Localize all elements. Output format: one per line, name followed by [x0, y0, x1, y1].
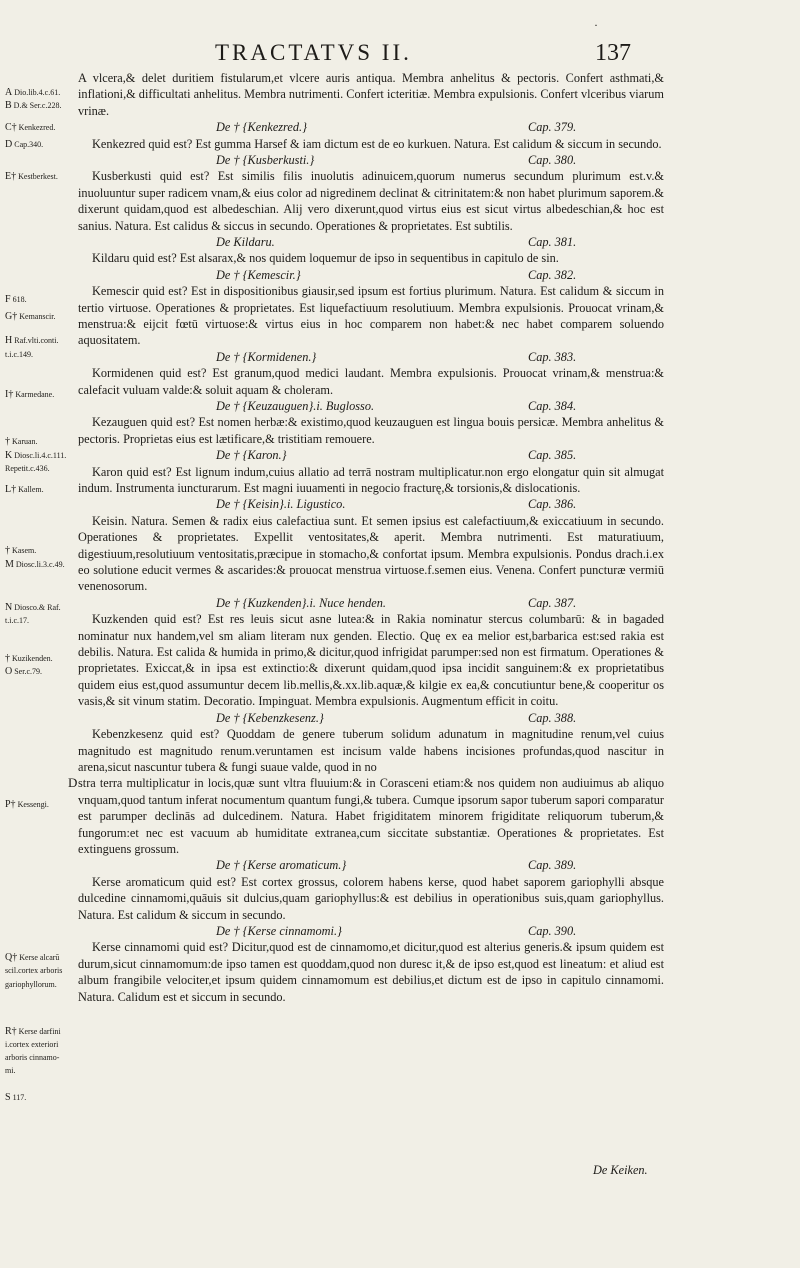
margin-note-text: Kestberkest. [18, 172, 58, 181]
margin-note-text: scil.cortex arboris [5, 966, 63, 975]
chapter-number: Cap. 390. [528, 923, 577, 938]
margin-note-letter: P† [5, 799, 16, 810]
margin-note-text: Repetit.c.436. [5, 464, 50, 473]
margin-note [5, 800, 75, 809]
margin-note [5, 980, 75, 989]
main-text [68, 70, 664, 1005]
margin-note-text: i.cortex exteriori [5, 1040, 59, 1049]
chapter-title: De † {Kemescir.} [216, 267, 301, 282]
chapter-heading [78, 595, 664, 611]
margin-note-text: Kenkezred. [18, 123, 56, 132]
margin-note-text: Kasem. [12, 546, 37, 555]
chapter-number: Cap. 387. [528, 595, 577, 610]
margin-note-text: arboris cinnamo- [5, 1053, 60, 1062]
chapter-number: Cap. 388. [528, 710, 577, 725]
margin-note-text: Raf.vlti.conti. [14, 336, 59, 345]
chapter-title: De † {Kusberkusti.} [216, 153, 315, 168]
margin-note [5, 312, 75, 321]
paragraph: A vlcera,& delet duritiem fistularum,et vlcere auris antiqua. Membra anhelitus & pectoris. Confert asthmati,& inflationi,& difficultati anhelitus. Membra nutrimenti. Confert icteritiæ. Membra expulsionis. Confert vlceribus viarum vrinæ. [78, 71, 664, 118]
chapter-heading [78, 710, 664, 726]
margin-note-text: D.& Ser.c.228. [13, 101, 62, 110]
chapter-number: Cap. 379. [528, 120, 577, 135]
chapter-heading [78, 234, 664, 250]
paragraph: Kormidenen quid est? Est granum,quod medici laudant. Membra expulsionis. Prouocat vrinam,& menstrua:& calefacit vuluam valde:& soluit aquam & choleram. [78, 366, 664, 397]
margin-note-letter: M [5, 559, 14, 570]
page-number: 137 [595, 40, 631, 66]
paragraph: Kezauguen quid est? Est nomen herbæ:& existimo,quod keuzauguen est lingua bouis persicæ. Membra anhelitus & pectoris. Proprietas eius est lætificare,& tristitiam remouere. [78, 415, 664, 446]
running-head: TRACTATVS II. [215, 40, 412, 65]
chapter-number: Cap. 385. [528, 448, 577, 463]
paragraph: Kemescir quid est? Est in dispositionibus giausir,sed ipsum est fortius plurimum. Natura. Est calidum & siccum in tertio virtuose. Operationes & proprietates. Est liquefactiuum resolutiuum. Membra expulsionis. Prouocat vrinam,& menstrua:& eijcit fœtū virtuose:& virtus eius in hoc comparem non habet:& nec habet comparem soluendo aquositatem. [78, 284, 664, 348]
margin-note-text: Kuzikenden. [12, 654, 53, 663]
margin-note-text: gariophyllorum. [5, 980, 57, 989]
chapter-number: Cap. 382. [528, 267, 577, 282]
paragraph: Kenkezred quid est? Est gumma Harsef & iam dictum est de eo kurkuen. Natura. Est calidum & siccum in secundo. [92, 136, 662, 151]
margin-note-text: Kessengi. [17, 800, 49, 809]
margin-note-text: Kerse darfini [18, 1027, 61, 1036]
margin-note-text: Karmedane. [15, 390, 55, 399]
margin-note [5, 464, 75, 473]
margin-note-letter: R† [5, 1026, 17, 1037]
margin-note-text: Kerse alcarū [19, 953, 60, 962]
paragraph-text: stra terra multiplicatur in locis,quæ sunt vltra fluuium:& in Corasceni etiam:& nos quidem non audiuimus ab aliquo vnquam,quod tantum inferat nocumentum quantum fungi,& tubera. Cumque ipsorum sapor tuberum sapori comparatur est parumper declinās ad dulcedinem. Natura. Habet frigiditatem minorem frigiditate reliquorum tuberum,& fungorum:et nec est vacuum ab humiditate extranea,cum siccitate substantiæ. Operationes & proprietates. Est extinguens grossum. [78, 776, 664, 856]
margin-note-letter: D [5, 139, 13, 150]
margin-note-letter: I† [5, 389, 14, 400]
catchword: De Keiken. [593, 1163, 648, 1177]
paragraph [68, 775, 664, 857]
margin-note-text: t.i.c.149. [5, 350, 33, 359]
chapter-number: Cap. 386. [528, 497, 577, 512]
chapter-number: Cap. 381. [528, 235, 577, 250]
margin-note-text: Kallem. [18, 485, 44, 494]
chapter-heading [78, 447, 664, 463]
margin-note [5, 953, 75, 962]
margin-note-letter: L† [5, 484, 17, 495]
margin-note [5, 390, 75, 399]
margin-note [5, 1040, 75, 1049]
margin-note [5, 667, 75, 676]
margin-note-letter: Q† [5, 952, 18, 963]
chapter-title: De † {Kebenzkesenz.} [216, 710, 324, 725]
margin-note-letter: C† [5, 122, 17, 133]
chapter-title: De † {Kormidenen.} [216, 349, 317, 364]
chapter-heading [78, 923, 664, 939]
margin-note-text: Kemanscir. [19, 312, 56, 321]
chapter-number: Cap. 383. [528, 349, 577, 364]
chapter-heading [78, 119, 664, 135]
margin-note-letter: O [5, 666, 13, 677]
chapter-title: De † {Kerse cinnamomi.} [216, 923, 342, 938]
margin-note-letter: E† [5, 171, 17, 182]
margin-note [5, 172, 75, 181]
margin-note [5, 603, 75, 612]
paragraph: Kerse cinnamomi quid est? Dicitur,quod est de cinnamomo,et dicitur,quod est alterius generis.& ipsum quidem est durum,sicut cinnamomum:de ipso tamen est quoddam,quod non duresc it,& de ipso est,quod est lineatum: et aliud est album frangibile velociter,et ipsum quidem cinnamomum est debilius,et dictum est de ipso in capitulo cinnamomi. Natura. Calidum est et siccum in secundo. [78, 940, 664, 1004]
chapter-number: Cap. 389. [528, 858, 577, 873]
chapter-title: De † {Keisin}.i. Ligustico. [216, 497, 346, 512]
margin-note-letter: K [5, 450, 13, 461]
margin-note-text: 117. [12, 1093, 27, 1102]
margin-note [5, 654, 75, 663]
paragraph: Kerse aromaticum quid est? Est cortex grossus, colorem habens kerse, quod habet saporem gariophylli absque dulcedine cinnamomi,quāuis sit dulcius,quam gariophyllus:& est debilius in operationibus suis,quam gariophyllus. Natura. Est calidum & siccum in secundo. [78, 874, 664, 922]
margin-note [5, 1093, 75, 1102]
paragraph: Kebenzkesenz quid est? Quoddam de genere tuberum solidum adunatum in magnitudine renum,vel cuius magnitudo est magnitudo renum.veruntamen est incisum valde habens incisiones profundas,quod nascitur in arena,sicut nascuntur tubera & fungi suaue valde, quod in no [78, 727, 664, 774]
margin-note-letter: F [5, 294, 11, 305]
margin-note-letter: S [5, 1092, 11, 1103]
margin-note [5, 437, 75, 446]
paragraph: Karon quid est? Est lignum indum,cuius allatio ad terrā nostram multiplicatur.non ergo elongatur quin sit almugat indum. Instrumenta iuncturarum. Est magni iuuamenti in negocio fracturę,& torsionis,& dislocationis. [78, 464, 664, 496]
chapter-heading [78, 857, 664, 873]
chapter-title: De † {Karon.} [216, 448, 287, 463]
margin-note-text: mi. [5, 1066, 16, 1075]
paragraph: Kusberkusti quid est? Est similis filis inuolutis adinuicem,quorum numerus secundum plurimum est.v.& inuoluuntur super radicem vnam,& eius color ad nigredinem declinat & citrinitatem:& non habet plurimum saporem.& dixerunt quidam,quod est albedeschian. Alij vero dixerunt,quod virtus eius est sicut virtus albedeschian,& hoc est sanius. Natura. Est calidus & siccus in secundo. Operationes & proprietates. Est subtilis. [78, 169, 664, 233]
chapter-number: Cap. 384. [528, 399, 577, 414]
margin-note-text: Diosc.li.3.c.49. [15, 560, 65, 569]
margin-note [5, 295, 75, 304]
paragraph: Kuzkenden quid est? Est res leuis sicut asne lutea:& in Rakia nominatur stercus columbarū: & in bagaded nominatur nux handem,vel sm aliam literam nux genden. Electio. Quę ex ea melior est,barbarica est:sed rakia est debilis. Natura. Est calida & humida in primo,& dicitur,quod infrigidat parumper:sed non est firmatum. Operationes & proprietates. Exiccat,& in ipsa est extinctio:& dixerunt quidam,quod ipsa incidit sanguinem:& ex proprietatibus quidem eius est,quod assumuntur decem lib.mellis,&.xx.lib.aquæ,& kilgie ex ea,& concutiuntur bene,& cooperitur os vasis,& sit vinum statim. Decoratio. Impinguat. Membra expulsionis. Augmentum efficit in coitu. [78, 612, 664, 709]
chapter-title: De † {Keuzauguen}.i. Buglosso. [216, 399, 375, 414]
margin-note-text: Diosc.li.4.c.111. [14, 451, 67, 460]
margin-note-letter: † [5, 436, 10, 447]
margin-note-letter: A [5, 87, 13, 98]
margin-note [5, 101, 75, 110]
chapter-heading [78, 152, 664, 168]
margin-note [5, 485, 75, 494]
margin-note [5, 546, 75, 555]
margin-note [5, 350, 75, 359]
margin-note-letter: † [5, 545, 10, 556]
margin-note-text: Karuan. [12, 437, 38, 446]
margin-note [5, 140, 75, 149]
chapter-title: De Kildaru. [216, 235, 275, 250]
margin-note [5, 560, 75, 569]
margin-note-text: Cap.340. [14, 140, 44, 149]
chapter-heading [78, 349, 664, 365]
margin-note-letter: † [5, 653, 10, 664]
margin-note [5, 1053, 75, 1062]
margin-note-letter: N [5, 602, 13, 613]
margin-note [5, 616, 75, 625]
chapter-number: Cap. 380. [528, 153, 577, 168]
margin-note-text: 618. [12, 295, 27, 304]
margin-note-text: t.i.c.17. [5, 616, 29, 625]
margin-note-letter: H [5, 335, 13, 346]
section-letter: D [68, 775, 78, 791]
margin-note-letter: G† [5, 311, 18, 322]
margin-note [5, 1066, 75, 1075]
margin-note-letter: B [5, 100, 12, 111]
paragraph: Kildaru quid est? Est alsarax,& nos quidem loquemur de ipso in sequentibus in capitulo de sin. [92, 251, 559, 266]
margin-note-text: Ser.c.79. [14, 667, 43, 676]
chapter-title: De † {Kerse aromaticum.} [216, 858, 347, 873]
margin-note [5, 966, 75, 975]
margin-note [5, 123, 75, 132]
chapter-heading [78, 267, 664, 283]
paragraph: Keisin. Natura. Semen & radix eius calefactiua sunt. Et semen ipsius est calefactiuum,& exiccatiuum in secundo. Operationes & proprietates. Expellit ventositates,& aperit. Membra nutrimenti. Est maturatiuum, digestiuum,resolutiuum ventositatis,præcipue in stomacho,& confortat ipsum. Membra expulsionis. Pondus drach.i.ex eo solutione educit vermes & ascarides:& prouocat menstrua virtuose.f.semen eius. Venena. Confert puncturæ vermiū venenosorum. [78, 513, 664, 594]
chapter-heading [78, 398, 664, 414]
margin-note [5, 451, 75, 460]
margin-note [5, 1027, 75, 1036]
margin-note-text: Diosco.& Raf. [14, 603, 61, 612]
margin-note [5, 336, 75, 345]
page-mark: · [594, 18, 598, 32]
chapter-heading [78, 496, 664, 512]
chapter-title: De † {Kenkezred.} [216, 120, 307, 135]
chapter-title: De † {Kuzkenden}.i. Nuce henden. [216, 595, 386, 610]
margin-note-text: Dio.lib.4.c.61. [14, 88, 61, 97]
margin-note [5, 88, 75, 97]
